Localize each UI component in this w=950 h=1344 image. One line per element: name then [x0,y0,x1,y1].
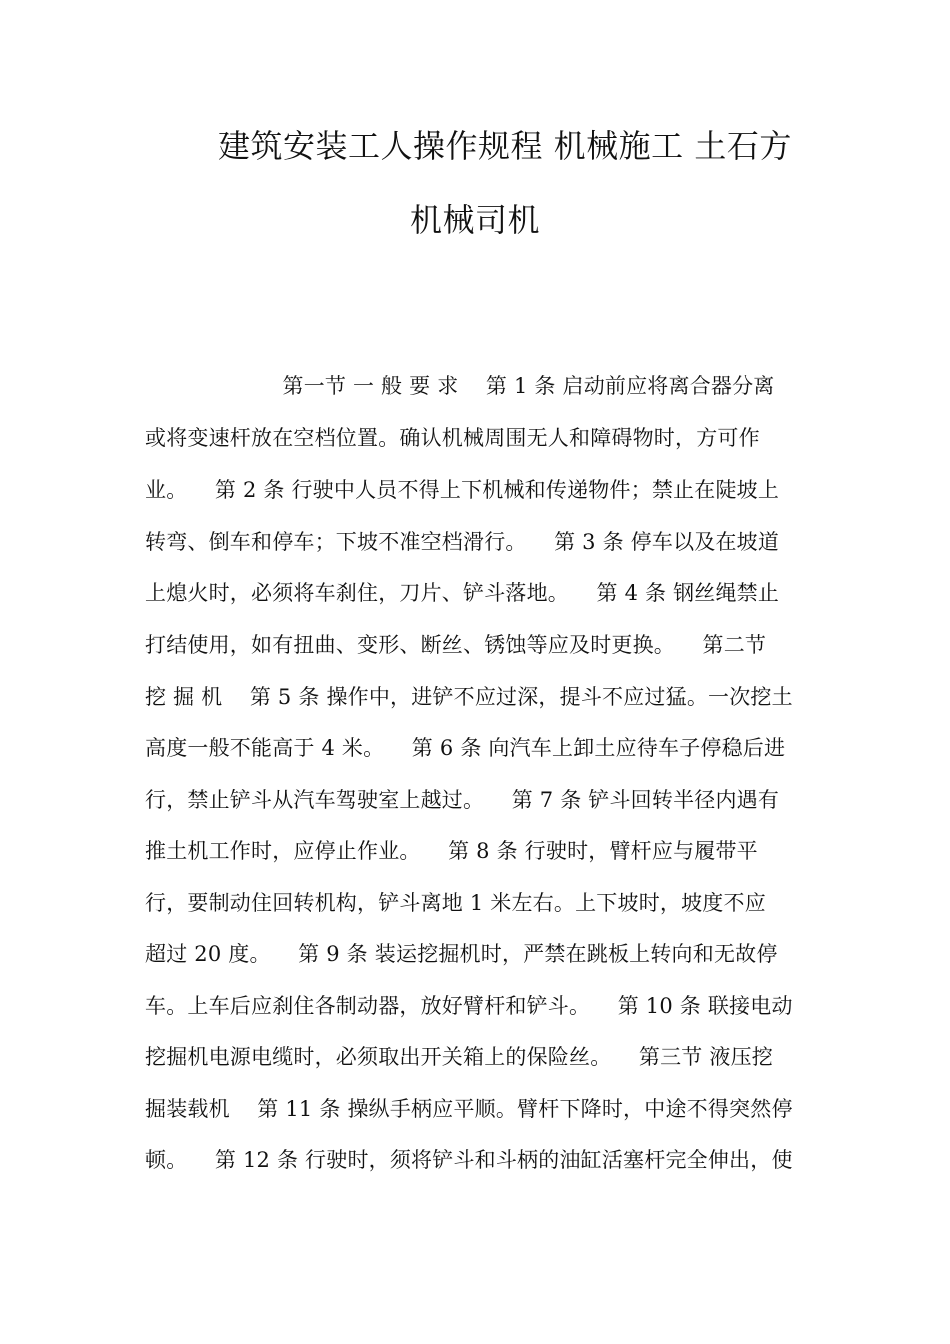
body-line-14: 挖掘机电源电缆时，必须取出开关箱上的保险丝。 第三节 液压挖 [145,1045,773,1069]
document-title-line-1: 建筑安装工人操作规程 机械施工 土石方 [218,127,792,165]
body-line-10: 推土机工作时，应停止作业。 第 8 条 行驶时，臂杆应与履带平 [145,839,758,863]
body-line-15: 掘装载机 第 11 条 操纵手柄应平顺。臂杆下降时，中途不得突然停 [145,1097,793,1121]
body-line-16: 顿。 第 12 条 行驶时，须将铲斗和斗柄的油缸活塞杆完全伸出，使 [145,1148,793,1172]
body-line-12: 超过 20 度。 第 9 条 装运挖掘机时，严禁在跳板上转向和无故停 [145,942,778,966]
body-line-8: 高度一般不能高于 4 米。 第 6 条 向汽车上卸土应待车子停稳后进 [145,736,786,760]
body-line-7: 挖 掘 机 第 5 条 操作中，进铲不应过深，提斗不应过猛。一次挖土 [145,685,793,709]
body-line-1: 第一节 一 般 要 求 第 1 条 启动前应将离合器分离 [145,374,775,398]
body-line-11: 行，要制动住回转机构，铲斗离地 1 米左右。上下坡时，坡度不应 [145,891,766,915]
body-line-4: 转弯、倒车和停车；下坡不准空档滑行。 第 3 条 停车以及在坡道 [145,530,780,554]
body-line-3: 业。 第 2 条 行驶中人员不得上下机械和传递物件；禁止在陡坡上 [145,478,780,502]
body-line-6: 打结使用，如有扭曲、变形、断丝、锈蚀等应及时更换。 第二节 [145,633,767,657]
body-line-5: 上熄火时，必须将车刹住，刀片、铲斗落地。 第 4 条 钢丝绳禁止 [145,581,780,605]
document-title-line-2: 机械司机 [410,201,541,239]
body-line-9: 行，禁止铲斗从汽车驾驶室上越过。 第 7 条 铲斗回转半径内遇有 [145,788,780,812]
body-line-13: 车。上车后应刹住各制动器，放好臂杆和铲斗。 第 10 条 联接电动 [145,994,793,1018]
body-line-2: 或将变速杆放在空档位置。确认机械周围无人和障碍物时，方可作 [145,426,760,450]
